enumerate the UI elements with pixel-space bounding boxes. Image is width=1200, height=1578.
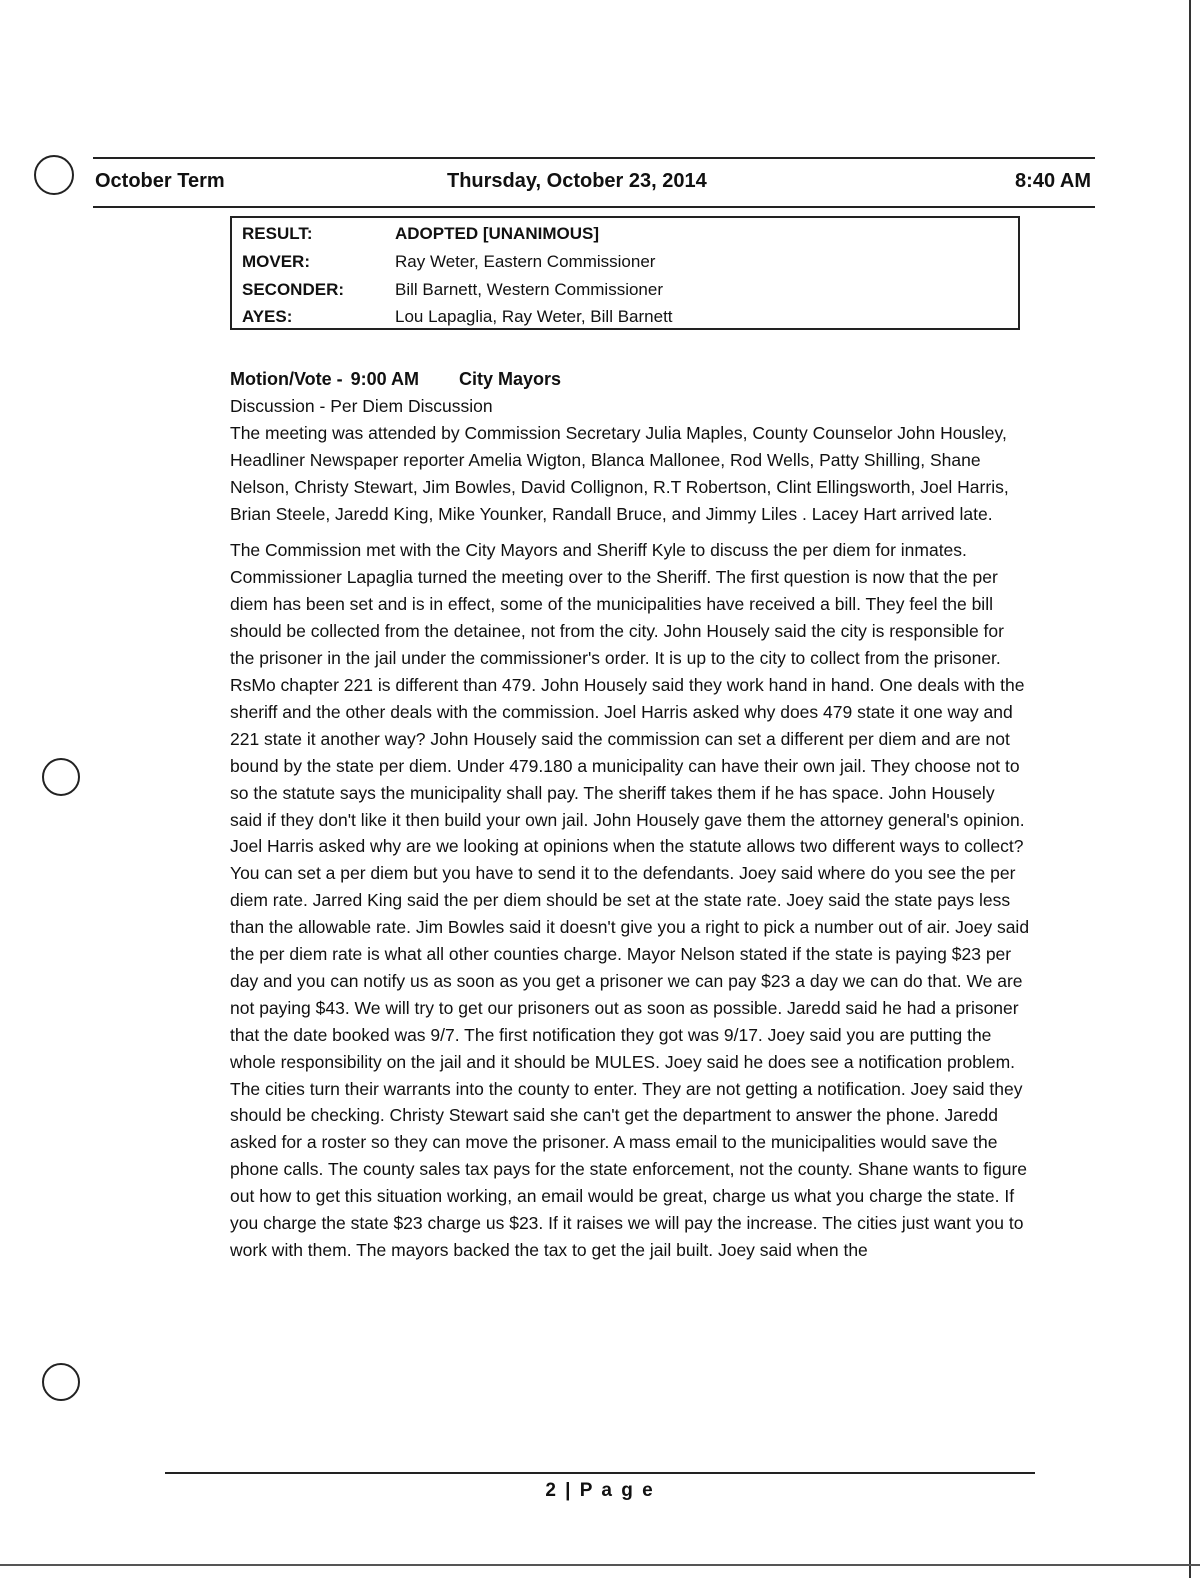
page-edge-bottom <box>0 1564 1200 1566</box>
page-edge-right <box>1189 0 1191 1578</box>
ayes-label: AYES: <box>242 307 293 326</box>
seconder-value: Bill Barnett, Western Commissioner <box>395 280 663 299</box>
attendance-paragraph: The meeting was attended by Commission Secretary Julia Maples, County Counselor John Housley, Headliner Newspaper reporter Amelia Wigton, Blanca Mallonee, Rod Wells, Patty Shilling, Shane Nelson, Christy Stewart, Jim Bowles, David Collignon, R.T Robertson, Clint Ellingsworth, Joel Harris, Brian Steele, Jaredd King, Mike Younker, Randall Bruce, and Jimmy Liles . Lacey Hart arrived late. <box>230 422 1009 524</box>
mover-value: Ray Weter, Eastern Commissioner <box>395 252 656 271</box>
ayes-value: Lou Lapaglia, Ray Weter, Bill Barnett <box>395 307 673 326</box>
page-footer <box>0 1480 1200 1502</box>
page-label: | P a g e <box>565 1480 655 1501</box>
motion-label: Motion/Vote - <box>230 369 343 389</box>
discussion-subject: Per Diem Discussion <box>330 395 493 416</box>
page-number: 2 <box>545 1480 558 1501</box>
result-label: RESULT: <box>242 224 313 243</box>
discussion-line <box>230 393 1030 420</box>
header-term: October Term <box>95 170 225 192</box>
header-rule-top <box>93 157 1095 159</box>
page-header <box>95 170 1095 196</box>
mover-label: MOVER: <box>242 252 310 271</box>
seconder-label: SECONDER: <box>242 280 345 299</box>
motion-time: 9:00 AM <box>350 369 419 389</box>
motion-line <box>230 366 1030 393</box>
minutes-content <box>230 366 1030 1264</box>
punch-hole <box>42 758 80 796</box>
header-time: 8:40 AM <box>1015 170 1091 192</box>
motion-subject: City Mayors <box>459 369 562 389</box>
discussion-paragraph: The Commission met with the City Mayors and Sheriff Kyle to discuss the per diem for inmates. Commissioner Lapaglia turned the meeting over to the Sheriff. The first question is now that the per diem has been set and is in effect, some of the municipalities have received a bill. They feel the bill should be collected from the detainee, not from the city. John Housely said the city is responsible for the prisoner in the jail under the commissioner's order. It is up to the city to collect from the prisoner. RsMo chapter 221 is different than 479. John Housely said they work hand in hand. One deals with the sheriff and the other deals with the commission. Joel Harris asked why does 479 state it one way and 221 state it another way? John Housely said the commission can set a different per diem and are not bound by the state per diem. Under 479.180 a municipality can have their own jail. They choose not to so the statute says the municipality shall pay. The sheriff takes them if he has space. John Housely said if they don't like it then build your own jail. John Housely gave them the attorney general's opinion. Joel Harris asked why are we looking at opinions when the statute allows two different ways to collect? You can set a per diem but you have to send it to the defendants. Joey said where do you see the per diem rate. Jarred King said the per diem should be set at the state rate. Joey said the state pays less than the allowable rate. Jim Bowles said it doesn't give you a right to pick a number out of air. Joey said the per diem rate is what all other counties charge. Mayor Nelson stated if the state is paying $23 per day and you can notify us as soon as you get a prisoner we can pay $23 a day we can do that. We are not paying $43. We will try to get our prisoners out as soon as possible. Jaredd said he had a prisoner that the date booked was 9/7. The first notification they got was 9/17. Joey said you are putting the whole responsibility on the jail and it should be MULES. Joey said he does see a notification problem. The cities turn their warrants into the county to enter. They are not getting a notification. Joey said they should be checking. Christy Stewart said she can't get the department to answer the phone. Jaredd asked for a roster so they can move the prisoner. A mass email to the municipalities would save the phone calls. The county sales tax pays for the state enforcement, not the county. Shane wants to figure out how to get this situation working, an email would be great, charge us what you charge the state. If you charge the state $23 charge us $23. If it raises we will pay the increase. The cities just want you to work with them. The mayors backed the tax to get the jail built. Joey said when the <box>230 540 1030 1260</box>
result-box <box>230 216 1020 330</box>
result-value: ADOPTED [UNANIMOUS] <box>395 224 599 243</box>
discussion-label: Discussion - <box>230 395 326 416</box>
header-date: Thursday, October 23, 2014 <box>447 170 707 192</box>
footer-rule <box>165 1472 1035 1474</box>
punch-hole <box>42 1363 80 1401</box>
header-rule-bottom <box>93 206 1095 208</box>
punch-hole <box>34 155 74 195</box>
